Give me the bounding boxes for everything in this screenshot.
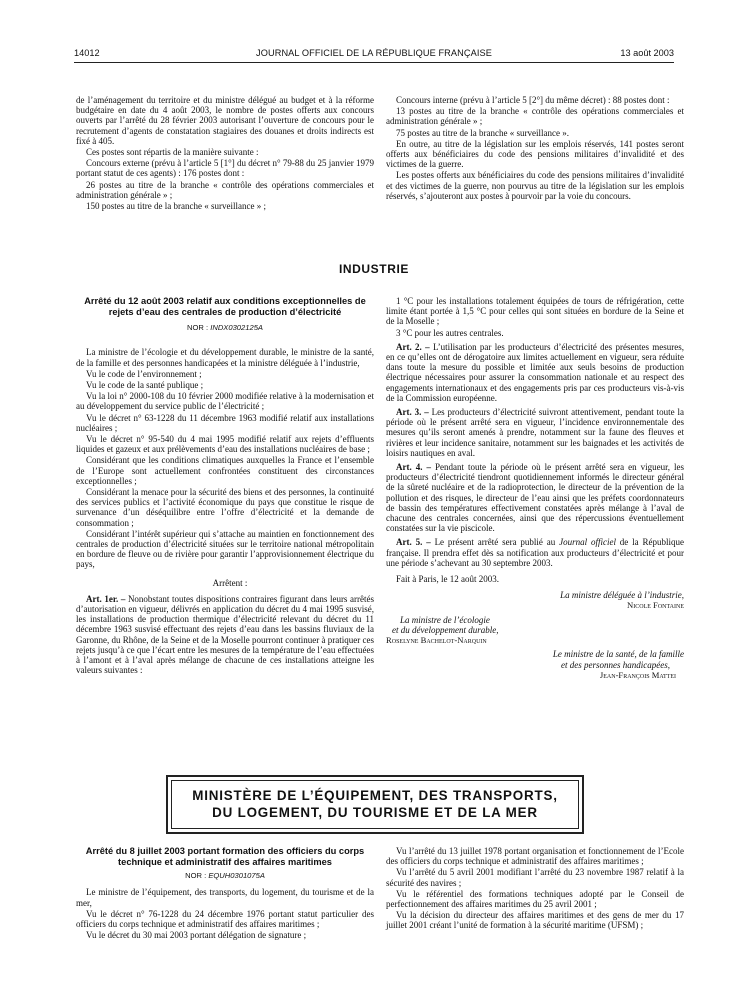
article-4 xyxy=(386,462,684,533)
page-header xyxy=(74,48,674,62)
section-heading-industrie: INDUSTRIE xyxy=(338,262,410,276)
article-1 xyxy=(76,594,374,676)
nor-code: INDX0302125A xyxy=(210,323,263,333)
article-label: Art. 4. – xyxy=(396,462,432,473)
paragraph: 3 °C pour les autres centrales. xyxy=(396,327,504,338)
article-text: de la République française. Il prendra effet dès sa notification aux producteurs d’électricité et pour une période s’achevant au 30 septembre 2003. xyxy=(386,537,684,568)
arrete1-right-column xyxy=(386,296,684,680)
article-label: Art. 1er. – xyxy=(86,593,126,604)
journal-reference: Journal officiel xyxy=(559,537,616,548)
paragraph: En outre, au titre de la législation sur les emplois réservés, 141 postes seront offerts aux bénéficiaires du code des pensions militaires d’invalidité et des victimes de la guerre. xyxy=(386,138,684,170)
paragraph: Le ministre de l’équipement, des transports, du logement, du tourisme et de la mer, xyxy=(76,887,374,908)
paragraph: Considérant l’intérêt supérieur qui s’attache au maintien en fonctionnement des centrales de production d’électricité situées sur le territoire national métropolitain en bordure de fleuve ou de rivière pour garantir l’approvisionnement électrique du pays, xyxy=(76,528,374,570)
arrete-title: Arrêté du 12 août 2003 relatif aux conditions exceptionnelles de rejets d’eau des centrales de production d’électricité xyxy=(84,296,366,317)
signature-2-name: Roselyne Bachelot-Narquin xyxy=(386,635,487,646)
article-text: Les producteurs d’électricité suivront attentivement, pendant toute la période où le présent arrêté sera en vigueur, l’incidence environnementale des mesures qu’ils seront amenés à prendre, notamment sur la faune des fleuves et rivières et leur incidence sanitaire, notamment sur les baignades et les activités de loisirs nautiques en aval. xyxy=(386,407,684,458)
fait-a-paris: Fait à Paris, le 12 août 2003. xyxy=(396,574,499,585)
nor-reference xyxy=(76,871,374,881)
paragraph: Vu le décret n° 63-1228 du 11 décembre 1963 modifié relatif aux installations nucléaires ; xyxy=(76,412,374,433)
top-left-column xyxy=(76,95,374,212)
paragraph: Concours externe (prévu à l’article 5 [1°] du décret n° 79-88 du 25 janvier 1979 portant statut de ces agents) : 176 postes dont : xyxy=(76,158,374,179)
journal-title: JOURNAL OFFICIEL DE LA RÉPUBLIQUE FRANÇAISE xyxy=(256,48,492,58)
arrete1-left-column xyxy=(76,296,374,676)
paragraph: de l’aménagement du territoire et du ministre délégué au budget et à la réforme budgétaire en date du 4 août 2003, le nombre de postes offerts aux concours ouverts par l’arrêté du 28 février 2003 autorisant l’ouverture de concours pour le recrutement d’agents de constatation stagiaires des douanes et droits indirects est fixé à 405. xyxy=(76,95,374,146)
paragraph: 150 postes au titre de la branche « surveillance » ; xyxy=(86,201,266,212)
article-text: Pendant toute la période où le présent arrêté sera en vigueur, les producteurs d’électricité tiendront quotidiennement informés le directeur général de la sûreté nucléaire et de la radioprotection, le directeur de la prévention de la pollution et des risques, le directeur de l’eau ainsi que les préfets coordonnateurs de bassin des températures effectivement constatées après mélange à l’aval de chacune des centrales concernées, ainsi que des répercussions éventuellement constatées sur la vie piscicole. xyxy=(386,462,684,534)
article-3 xyxy=(386,407,684,458)
paragraph: Vu la loi n° 2000-108 du 10 février 2000 modifiée relative à la modernisation et au développement du service public de l’électricité ; xyxy=(76,391,374,412)
ministry-heading-box xyxy=(166,775,584,834)
paragraph: Concours interne (prévu à l’article 5 [2°] du même décret) : 88 postes dont : xyxy=(396,95,670,105)
paragraph: Vu le décret n° 76-1228 du 24 décembre 1976 portant statut particulier des officiers du corps technique et administratif des affaires maritimes ; xyxy=(76,908,374,929)
top-right-column xyxy=(386,95,684,202)
paragraph: Considérant que les conditions climatiques auxquelles la France et l’ensemble de l’Europe sont actuellement confrontées constituent des circonstances exceptionnelles ; xyxy=(76,455,374,486)
paragraph: Vu le code de l’environnement ; xyxy=(86,368,202,379)
arrete2-right-column xyxy=(386,846,684,932)
paragraph: 26 postes au titre de la branche « contrôle des opérations commerciales et administration générale » ; xyxy=(76,179,374,200)
issue-date: 13 août 2003 xyxy=(620,48,674,58)
paragraph: Vu le référentiel des formations techniques adopté par le Conseil de perfectionnement des affaires maritimes du 25 avril 2001 ; xyxy=(386,888,684,910)
signature-1-name: Nicole Fontaine xyxy=(627,600,684,611)
article-text: Le présent arrêté sera publié au xyxy=(434,537,560,548)
signature-2-role: La ministre de l’écologie et du développement durable, xyxy=(392,614,499,635)
article-5 xyxy=(386,537,684,568)
nor-reference xyxy=(76,323,374,333)
ministry-line-1: MINISTÈRE DE L’ÉQUIPEMENT, DES TRANSPORTS, xyxy=(192,788,558,803)
header-rule xyxy=(74,62,674,63)
paragraph: Les postes offerts aux bénéficiaires du code des pensions militaires d’invalidité et des victimes de la guerre, non pourvus au titre de la législation sur les emplois réservés, s’ajouteront aux postes à pourvoir par la voie du concours. xyxy=(386,170,684,201)
paragraph: La ministre de l’écologie et du développement durable, le ministre de la santé, de la famille et des personnes handicapées et la ministre déléguée à l’industrie, xyxy=(76,347,374,368)
paragraph: 1 °C pour les installations totalement équipées de tours de réfrigération, cette limite étant portée à 1,5 °C pour celles qui sont situées en bordure de la Seine et de la Moselle ; xyxy=(386,296,684,327)
ministry-line-2: DU LOGEMENT, DU TOURISME ET DE LA MER xyxy=(212,805,538,820)
arrete2-left-column xyxy=(76,846,374,941)
article-text: L’utilisation par les producteurs d’électricité des présentes mesures, en ce qu’elles ont de dérogatoire aux limites actuellement en vigueur, sera réduite dans toute la mesure du possible et limitée aux seuls besoins de production électrique nécessaires pour assurer la consommation nationale et au respect des engagements internationaux et des engagements pris par ces producteurs vis-à-vis de la Commission européenne. xyxy=(386,341,685,403)
signature-3-name: Jean-François Mattei xyxy=(599,669,676,680)
paragraph: Vu le décret du 30 mai 2003 portant délégation de signature ; xyxy=(86,930,307,941)
nor-label: NOR : xyxy=(185,871,207,881)
paragraph: Vu le code de la santé publique ; xyxy=(86,380,204,390)
article-label: Art. 5. – xyxy=(396,537,431,548)
arrete-title: Arrêté du 8 juillet 2003 portant formation des officiers du corps technique et administratif des affaires maritimes xyxy=(85,846,365,867)
article-label: Art. 3. – xyxy=(396,407,429,418)
paragraph: Vu l’arrêté du 5 avril 2001 modifiant l’arrêté du 23 novembre 1987 relatif à la sécurité des navires ; xyxy=(386,867,684,888)
paragraph: Considérant la menace pour la sécurité des biens et des personnes, la continuité des services publics et l’activité économique du pays que constitue le risque de survenance d’un déséquilibre entre l’offre d’électricité et la demande de consommation ; xyxy=(76,487,374,528)
signature-1-role: La ministre déléguée à l’industrie, xyxy=(560,590,684,601)
paragraph: Vu l’arrêté du 13 juillet 1978 portant organisation et fonctionnement de l’Ecole des officiers du corps technique et administratif des affaires maritimes ; xyxy=(386,846,684,867)
nor-label: NOR : xyxy=(186,323,209,333)
arretent: Arrêtent : xyxy=(212,577,248,588)
paragraph: 13 postes au titre de la branche « contrôle des opérations commerciales et administration générale » ; xyxy=(386,106,684,127)
paragraph: 75 postes au titre de la branche « surveillance ». xyxy=(396,127,569,138)
signature-3-role: Le ministre de la santé, de la famille et des personnes handicapées, xyxy=(552,649,684,670)
nor-code: EQUH0301075A xyxy=(208,871,265,881)
page-number: 14012 xyxy=(74,48,100,58)
article-2 xyxy=(386,342,684,403)
paragraph: Vu le décret n° 95-540 du 4 mai 1995 modifié relatif aux rejets d’effluents liquides et gazeux et aux prélèvements d’eau des installations nucléaires de base ; xyxy=(76,434,374,455)
paragraph: Vu la décision du directeur des affaires maritimes et des gens de mer du 17 juillet 2001 créant l’unité de formation à la sécurité maritime (UFSM) ; xyxy=(386,910,684,931)
paragraph: Ces postes sont répartis de la manière suivante : xyxy=(86,147,259,158)
article-text: Nonobstant toutes dispositions contraires figurant dans leurs arrêtés d’autorisation en vigueur, délivrés en application du décret du 4 mai 1995 susvisé, les installations de production thermique d’électricité relevant du décret du 11 décembre 1963 susvisé effectuant des rejets d’eau dans les bassins fluviaux de la Garonne, du Rhône, de la Seine et de la Moselle pourront continuer à pratiquer ces rejets jusqu’à ce que l’écart entre les mesures de la température de l’eau effectuées à l’amont et à l’aval après mélange de chacune de ces installations atteigne les valeurs suivantes : xyxy=(76,593,375,676)
article-label: Art. 2. – xyxy=(396,341,430,352)
ministry-heading xyxy=(171,780,579,829)
